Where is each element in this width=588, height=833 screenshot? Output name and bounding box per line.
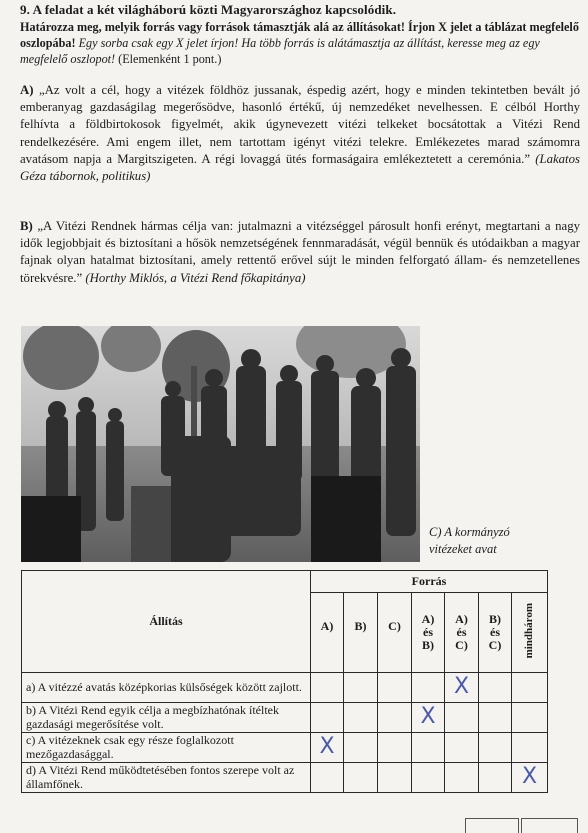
score-box: [465, 818, 519, 833]
answer-cell[interactable]: [344, 763, 378, 793]
answer-cell[interactable]: [512, 673, 548, 703]
statement-cell: c) A vitézeknek csak egy része foglalkozott mezőgazdasággal.: [22, 733, 311, 763]
col-header: A): [311, 593, 344, 673]
header-source: Forrás: [311, 571, 548, 593]
instructions-bold: Határozza meg, melyik forrás vagy források támasztják alá az állításokat! Írjon X jelet a táblázat megfelelő oszlopába!: [20, 20, 579, 50]
table-row: [22, 673, 548, 703]
photo-caption-line2: vitézeket avat: [429, 542, 497, 556]
answer-cell[interactable]: [479, 673, 512, 703]
answer-cell[interactable]: [378, 733, 412, 763]
answer-cell[interactable]: [412, 733, 445, 763]
answer-cell[interactable]: [344, 703, 378, 733]
answer-cell[interactable]: [344, 733, 378, 763]
statement-cell: d) A Vitézi Rend működtetésében fontos szerepe volt az államfőnek.: [22, 763, 311, 793]
source-b-text: „A Vitézi Rendnek hármas célja van: jutalmazni a vitézséggel párosult honfi erényt, megtartani a nagy idők legjobbjait és biztosítani a hősök nemzetségének fennmaradását, végül bennük és utódaikban a magyar fajnak olyan hatalmat biztosítani, amely rettentő erővel sújt le minden felforgató állam- és nemzetellenes törekvésre.”: [20, 219, 580, 285]
x-mark: X: [319, 733, 335, 759]
answer-cell[interactable]: [512, 763, 548, 793]
answer-table: [21, 570, 548, 793]
answer-cell[interactable]: [512, 703, 548, 733]
source-a-text: „Az volt a cél, hogy a vitézek földhöz jussanak, éspedig azért, hogy e minden tekintetben bevált jó emberanyag gazdaságilag megerősödve, hasonló értékű, új nemzedéket nevelhessen. E célból Horthy felhívta a földbirtokosok figyelmét, akik úgynevezett vitézi telkeket bocsátottak a Vitézi Rend rendelkezésére. Ami engem illet, nem tartottam igényt vitézi telekre. Emlékezetes marad számomra avatásom napja a Margitszigeten. A régi lovaggá ütés formaságaira emlékeztetett a ceremónia.”: [20, 83, 580, 166]
answer-cell[interactable]: [378, 673, 412, 703]
source-b-attribution: (Horthy Miklós, a Vitézi Rend főkapitánya): [82, 270, 306, 285]
table-row: [22, 703, 548, 733]
x-mark: X: [420, 703, 436, 729]
x-mark: X: [453, 673, 470, 699]
answer-cell[interactable]: [344, 673, 378, 703]
source-b-label: B): [20, 219, 33, 233]
source-b: [20, 218, 580, 287]
answer-cell[interactable]: [311, 673, 344, 703]
table-row: [22, 763, 548, 793]
statement-cell: a) A vitézzé avatás középkorias külsőségek között zajlott.: [22, 673, 311, 703]
instructions-points: (Elemenként 1 pont.): [115, 52, 222, 66]
answer-cell[interactable]: [311, 703, 344, 733]
answer-cell[interactable]: [412, 763, 445, 793]
col-header-all: mindhárom: [512, 593, 548, 673]
photo-caption: [429, 524, 510, 558]
header-statement: Állítás: [22, 571, 311, 673]
col-header: C): [378, 593, 412, 673]
answer-cell[interactable]: [412, 703, 445, 733]
source-a-attribution: (Lakatos Géza tábornok, politikus): [20, 151, 580, 184]
instructions-italic: Egy sorba csak egy X jelet írjon! Ha több forrás is alátámasztja az állítást, keresse meg az egy megfelelő oszlopot!: [20, 36, 540, 66]
table-row: [22, 733, 548, 763]
source-a: [20, 82, 580, 185]
answer-cell[interactable]: [445, 763, 479, 793]
score-box: [521, 818, 578, 833]
answer-cell[interactable]: [479, 733, 512, 763]
task-instructions: [20, 19, 584, 67]
answer-cell[interactable]: [311, 733, 344, 763]
x-mark: X: [521, 763, 538, 789]
answer-cell[interactable]: [479, 763, 512, 793]
col-header: A) és C): [445, 593, 479, 673]
answer-cell[interactable]: [378, 703, 412, 733]
answer-cell[interactable]: [311, 763, 344, 793]
answer-cell[interactable]: [445, 673, 479, 703]
col-header: B) és C): [479, 593, 512, 673]
statement-cell: b) A Vitézi Rend egyik célja a megbízhatónak ítéltek gazdasági megerősítése volt.: [22, 703, 311, 733]
answer-cell[interactable]: [445, 733, 479, 763]
answer-cell[interactable]: [512, 733, 548, 763]
col-header: B): [344, 593, 378, 673]
source-a-label: A): [20, 83, 34, 97]
answer-cell[interactable]: [378, 763, 412, 793]
task-title: 9. A feladat a két világháború közti Magyarországhoz kapcsolódik.: [20, 2, 397, 17]
answer-cell[interactable]: [412, 673, 445, 703]
col-header: A) és B): [412, 593, 445, 673]
ceremony-photo: [21, 326, 420, 562]
answer-cell[interactable]: [445, 703, 479, 733]
photo-caption-line1: C) A kormányzó: [429, 525, 510, 539]
answer-cell[interactable]: [479, 703, 512, 733]
